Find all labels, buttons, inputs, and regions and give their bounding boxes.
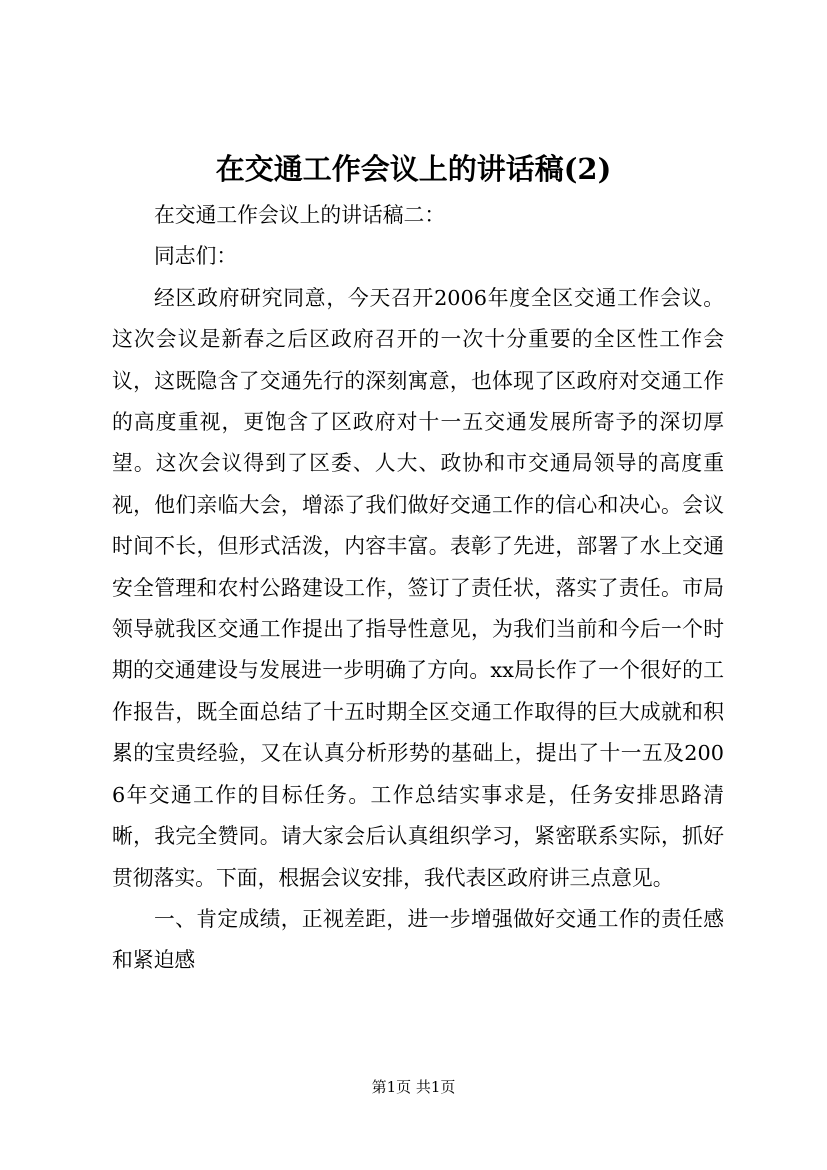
document-body xyxy=(112,195,724,982)
page-number: 第1页 共1页 xyxy=(371,1078,456,1096)
page-footer xyxy=(0,1077,827,1097)
paragraph-heading-line: 在交通工作会议上的讲话稿二： xyxy=(154,203,446,227)
document-title: 在交通工作会议上的讲话稿(2) xyxy=(215,152,612,186)
paragraph-section-one: 一、肯定成绩，正视差距，进一步增强做好交通工作的责任感和紧迫感 xyxy=(112,906,724,973)
paragraph-main: 经区政府研究同意，今天召开2006年度全区交通工作会议。这次会议是新春之后区政府召开的一次十分重要的全区性工作会议，这既隐含了交通先行的深刻寓意，也体现了区政府对交通工作的高度重视，更饱含了区政府对十一五交通发展所寄予的深切厚望。这次会议得到了区委、人大、政协和市交通局领导的高度重视，他们亲临大会，增添了我们做好交通工作的信心和决心。会议时间不长，但形式活泼，内容丰富。表彰了先进，部署了水上交通安全管理和农村公路建设工作，签订了责任状，落实了责任。市局领导就我区交通工作提出了指导性意见，为我们当前和今后一个时期的交通建设与发展进一步明确了方向。xx局长作了一个很好的工作报告，既全面总结了十五时期全区交通工作取得的巨大成就和积累的宝贵经验，又在认真分析形势的基础上，提出了十一五及2006年交通工作的目标任务。工作总结实事求是，任务安排思路清晰，我完全赞同。请大家会后认真组织学习，紧密联系实际，抓好贯彻落实。下面，根据会议安排，我代表区政府讲三点意见。 xyxy=(112,285,724,890)
paragraph-salutation: 同志们： xyxy=(154,244,238,269)
